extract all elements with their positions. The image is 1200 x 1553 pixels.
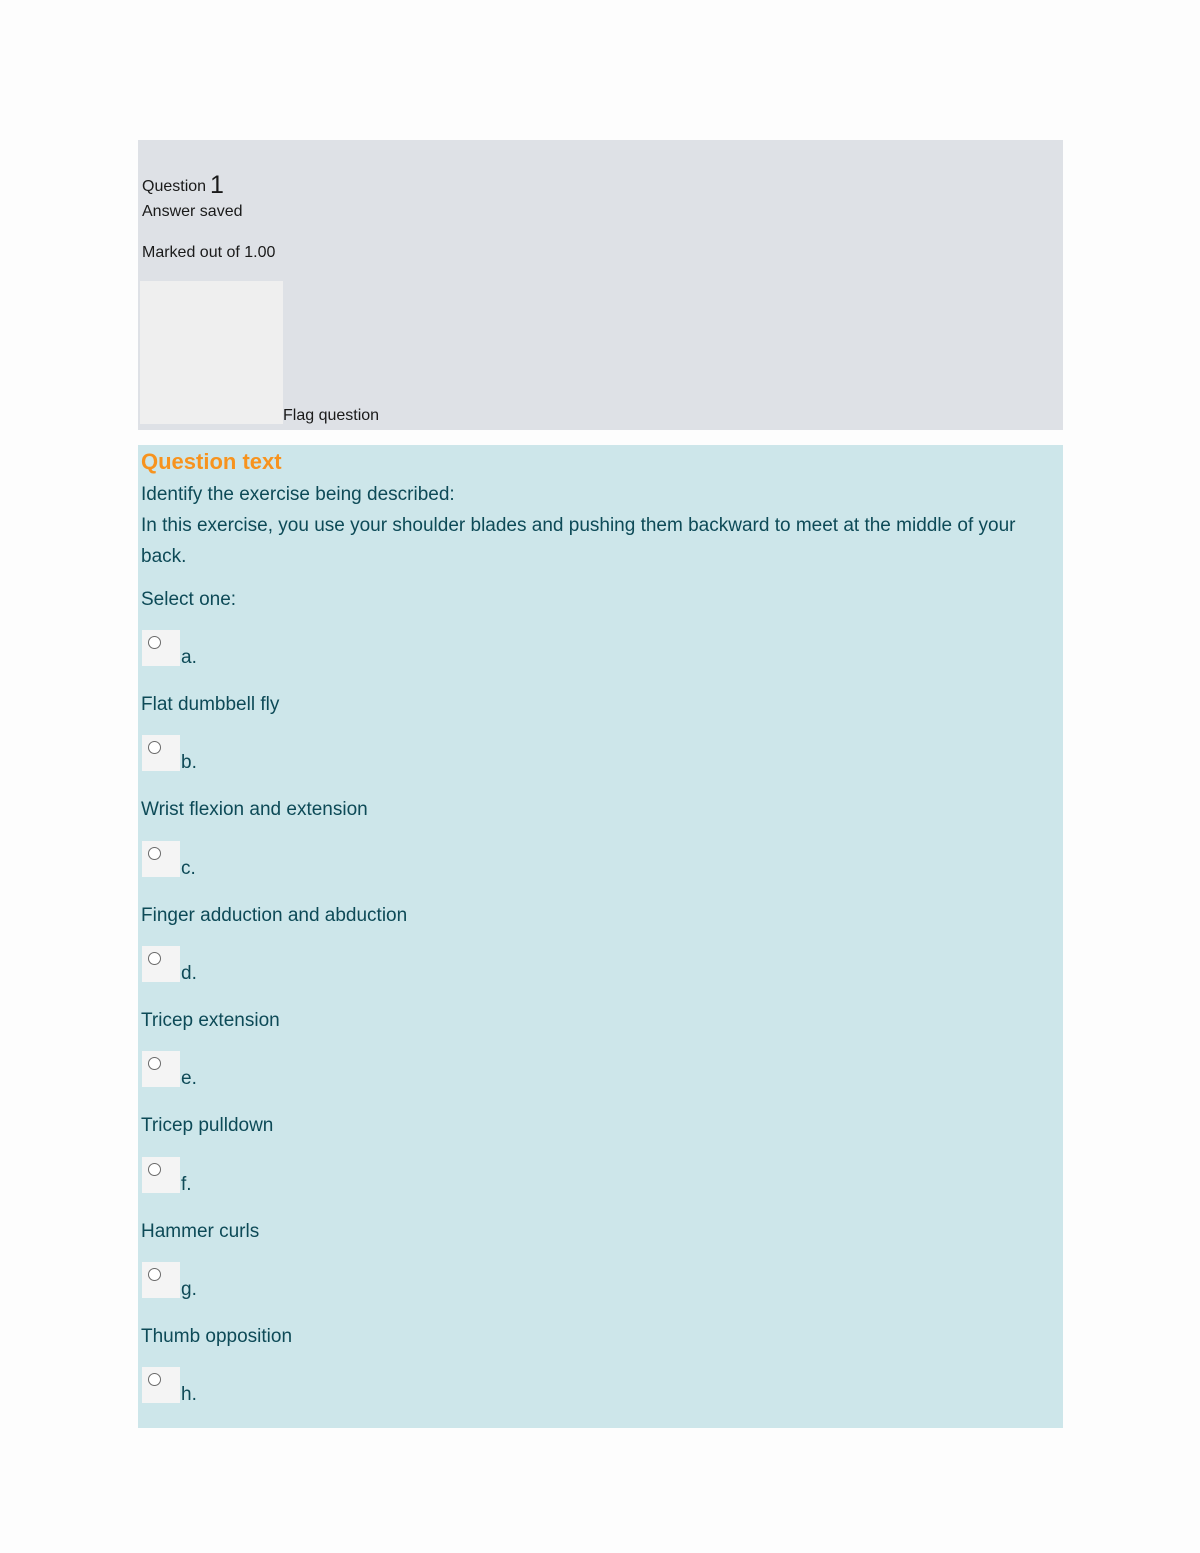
radio-wrap[interactable] — [142, 1262, 180, 1298]
radio-button[interactable] — [148, 847, 161, 860]
option-letter: e. — [181, 1068, 197, 1089]
option-text: Tricep extension — [141, 1010, 280, 1031]
question-content-panel — [138, 445, 1063, 1428]
radio-wrap[interactable] — [142, 841, 180, 877]
radio-button[interactable] — [148, 952, 161, 965]
radio-wrap[interactable] — [142, 1051, 180, 1087]
option-text: Finger adduction and abduction — [141, 905, 408, 926]
flag-question-link[interactable]: Flag question — [283, 407, 380, 424]
option-text: Flat dumbbell fly — [141, 694, 280, 715]
radio-button[interactable] — [148, 636, 161, 649]
option-letter: a. — [181, 647, 197, 668]
option-letter: b. — [181, 752, 197, 773]
option-letter: c. — [181, 858, 196, 879]
answer-option-a[interactable] — [140, 630, 1040, 730]
radio-button[interactable] — [148, 741, 161, 754]
radio-button[interactable] — [148, 1268, 161, 1281]
answer-option-d[interactable] — [140, 946, 1040, 1046]
flag-icon[interactable] — [140, 281, 283, 424]
option-letter: g. — [181, 1279, 197, 1300]
option-letter: d. — [181, 963, 197, 984]
radio-button[interactable] — [148, 1057, 161, 1070]
prompt-line-1: Identify the exercise being described: — [141, 484, 455, 505]
radio-button[interactable] — [148, 1373, 161, 1386]
question-info-panel — [138, 140, 1063, 430]
answer-option-b[interactable] — [140, 735, 1040, 835]
question-number: 1 — [210, 171, 224, 199]
option-text: Hammer curls — [141, 1221, 260, 1242]
answer-option-h[interactable] — [140, 1367, 1040, 1427]
radio-wrap[interactable] — [142, 1157, 180, 1193]
question-number-line — [142, 170, 224, 202]
radio-wrap[interactable] — [142, 1367, 180, 1403]
answer-option-f[interactable] — [140, 1157, 1040, 1257]
answer-option-c[interactable] — [140, 841, 1040, 941]
answer-option-e[interactable] — [140, 1051, 1040, 1151]
question-label: Question — [142, 178, 207, 195]
option-text: Wrist flexion and extension — [141, 799, 368, 820]
radio-wrap[interactable] — [142, 630, 180, 666]
prompt-line-2: In this exercise, you use your shoulder blades and pushing them backward to meet at the middle of your back. — [141, 515, 1016, 567]
question-grade: Marked out of 1.00 — [142, 244, 276, 261]
question-prompt — [141, 479, 1041, 572]
answer-option-g[interactable] — [140, 1262, 1040, 1362]
radio-button[interactable] — [148, 1163, 161, 1176]
select-one-label: Select one: — [141, 589, 237, 610]
option-text: Tricep pulldown — [141, 1115, 274, 1136]
option-letter: f. — [181, 1174, 192, 1195]
option-letter: h. — [181, 1384, 197, 1405]
radio-wrap[interactable] — [142, 735, 180, 771]
radio-wrap[interactable] — [142, 946, 180, 982]
answer-state: Answer saved — [142, 203, 243, 220]
question-text-heading: Question text — [141, 449, 282, 474]
option-text: Thumb opposition — [141, 1326, 293, 1347]
